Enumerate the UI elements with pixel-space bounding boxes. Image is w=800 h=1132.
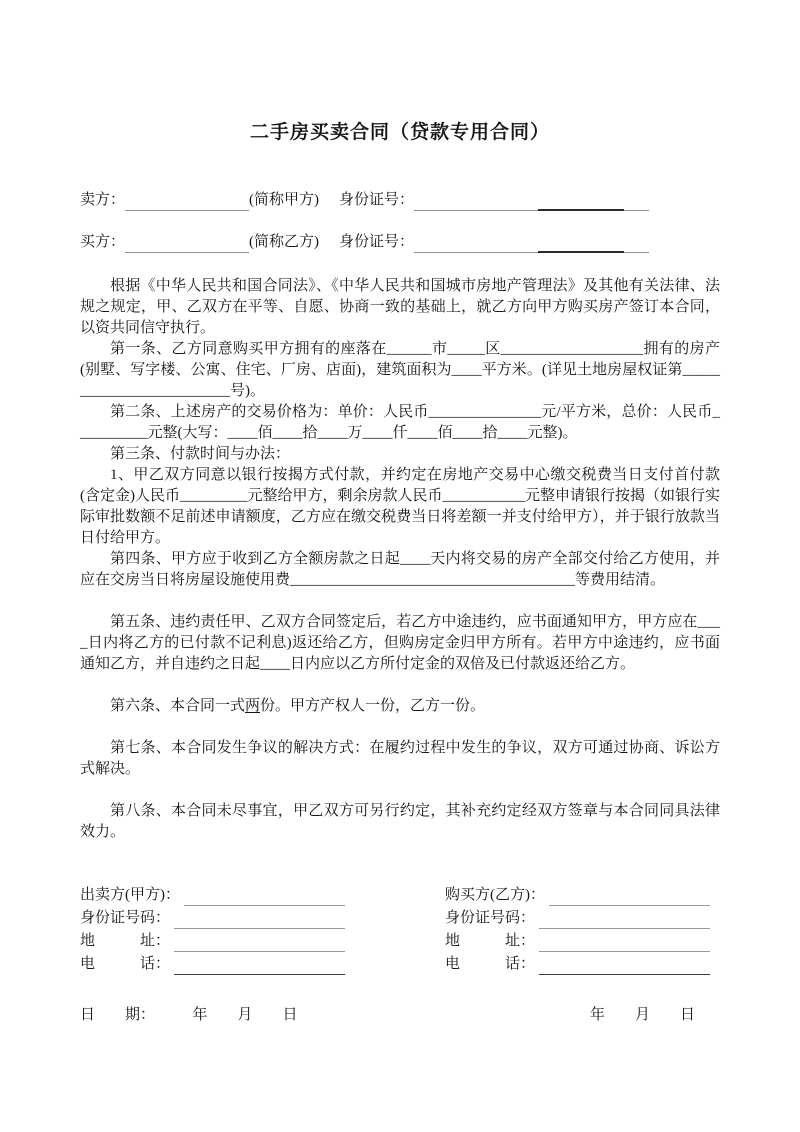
seller-address-blank-line bbox=[174, 936, 345, 952]
buyer-alias: (简称乙方) bbox=[249, 234, 320, 250]
buyer-name-blank-line bbox=[549, 890, 710, 906]
buyer-id-row bbox=[445, 906, 710, 929]
seller-id-blank-dark-segment bbox=[538, 209, 624, 211]
clause-3-heading: 第三条、付款时间与办法： bbox=[110, 446, 291, 462]
clause-6-text-after: 份。甲方产权人一份，乙方一份。 bbox=[260, 698, 486, 714]
seller-address-label: 地 址： bbox=[80, 933, 171, 949]
buyer-address-blank-line bbox=[539, 936, 710, 952]
buyer-phone-blank-line bbox=[539, 959, 710, 975]
buyer-date-line: 年 月 日 bbox=[590, 1007, 696, 1023]
buyer-name-label: 购买方(乙方)： bbox=[445, 887, 545, 903]
page-title: 二手房买卖合同（贷款专用合同） bbox=[249, 122, 550, 143]
seller-signature-column bbox=[80, 883, 345, 975]
seller-label: 卖方： bbox=[80, 192, 126, 208]
seller-id-blank bbox=[414, 195, 649, 211]
clause-7: 第七条、本合同发生争议的解决方式：在履约过程中发生的争议，双方可通过协商、诉讼方式解决。 bbox=[80, 740, 720, 777]
intro-paragraph: 根据《中华人民共和国合同法》、《中华人民共和国城市房地产管理法》及其他有关法律、法规之规定，甲、乙双方在平等、自愿、协商一致的基础上，就乙方向甲方购买房产签订本合同，以资共同信守执行。 bbox=[80, 278, 720, 336]
seller-address-row bbox=[80, 929, 345, 952]
buyer-line bbox=[80, 232, 720, 253]
buyer-phone-row bbox=[445, 952, 710, 975]
seller-line bbox=[80, 190, 720, 211]
clause-4: 第四条、甲方应于收到乙方全额房款之日起____天内将交易的房产全部交付给乙方使用，并应在交房当日将房屋设施使用费______________________________________等费用结清。 bbox=[80, 551, 720, 588]
buyer-id-number-label: 身份证号码： bbox=[445, 910, 536, 926]
buyer-id-blank-dark-segment bbox=[538, 251, 624, 253]
clause-6 bbox=[80, 696, 720, 717]
buyer-signature-column bbox=[445, 883, 710, 975]
buyer-address-label: 地 址： bbox=[445, 933, 536, 949]
buyer-label: 买方： bbox=[80, 234, 126, 250]
buyer-phone-label: 电 话： bbox=[445, 956, 536, 972]
clause-6-text-before: 第六条、本合同一式 bbox=[110, 698, 246, 714]
seller-phone-blank-line bbox=[174, 959, 345, 975]
seller-phone-label: 电 话： bbox=[80, 956, 171, 972]
seller-name-row bbox=[80, 883, 345, 906]
clause-5: 第五条、违约责任甲、乙双方合同签定后，若乙方中途违约，应书面通知甲方，甲方应在____日内将乙方的已付款不记利息)返还给乙方，但购房定金归甲方所有。若甲方中途违约，应书面通知乙方，并自违约之日起____日内应以乙方所付定金的双倍及已付款返还给乙方。 bbox=[80, 614, 720, 672]
contract-body bbox=[80, 276, 720, 843]
seller-name-label: 出卖方(甲方)： bbox=[80, 887, 180, 903]
seller-id-label: 身份证号： bbox=[339, 192, 415, 208]
buyer-name-row bbox=[445, 883, 710, 906]
buyer-address-row bbox=[445, 929, 710, 952]
seller-phone-row bbox=[80, 952, 345, 975]
buyer-id-blank-line bbox=[539, 913, 710, 929]
seller-id-number-label: 身份证号码： bbox=[80, 910, 171, 926]
clause-6-underlined-word: 两 bbox=[245, 698, 261, 714]
seller-name-blank-line bbox=[184, 890, 345, 906]
seller-date-line: 日 期： 年 月 日 bbox=[80, 1007, 298, 1023]
seller-alias: (简称甲方) bbox=[249, 192, 320, 208]
buyer-id-blank bbox=[414, 237, 649, 253]
seller-id-blank-line bbox=[174, 913, 345, 929]
clause-2: 第二条、上述房产的交易价格为：单价：人民币_______________元/平方米，总价：人民币__________元整(大写：____佰____拾____万____仟____佰____拾____元整)。 bbox=[80, 404, 720, 441]
signature-block bbox=[80, 883, 720, 975]
clause-1: 第一条、乙方同意购买甲方拥有的座落在______市_____区___________________拥有的房产(别墅、写字楼、公寓、住宅、厂房、店面)，建筑面积为____平方米。(详见土地房屋权证第_________________________号)。 bbox=[80, 341, 720, 399]
buyer-id-label: 身份证号： bbox=[339, 234, 415, 250]
buyer-name-blank bbox=[125, 237, 249, 253]
clause-8: 第八条、本合同未尽事宜，甲乙双方可另行约定，其补充约定经双方签章与本合同同具法律效力。 bbox=[80, 803, 720, 840]
clause-3-item-1: 1、甲乙双方同意以银行按揭方式付款，并约定在房地产交易中心缴交税费当日支付首付款(含定金)人民币_________元整给甲方，剩余房款人民币___________元整申请银行按揭（如银行实际审批数额不足前述申请额度，乙方应在缴交税费当日将差额一并支付给甲方），并于银行放款当日付给甲方。 bbox=[80, 467, 720, 546]
seller-name-blank bbox=[125, 195, 249, 211]
seller-id-row bbox=[80, 906, 345, 929]
date-row bbox=[80, 1005, 720, 1026]
